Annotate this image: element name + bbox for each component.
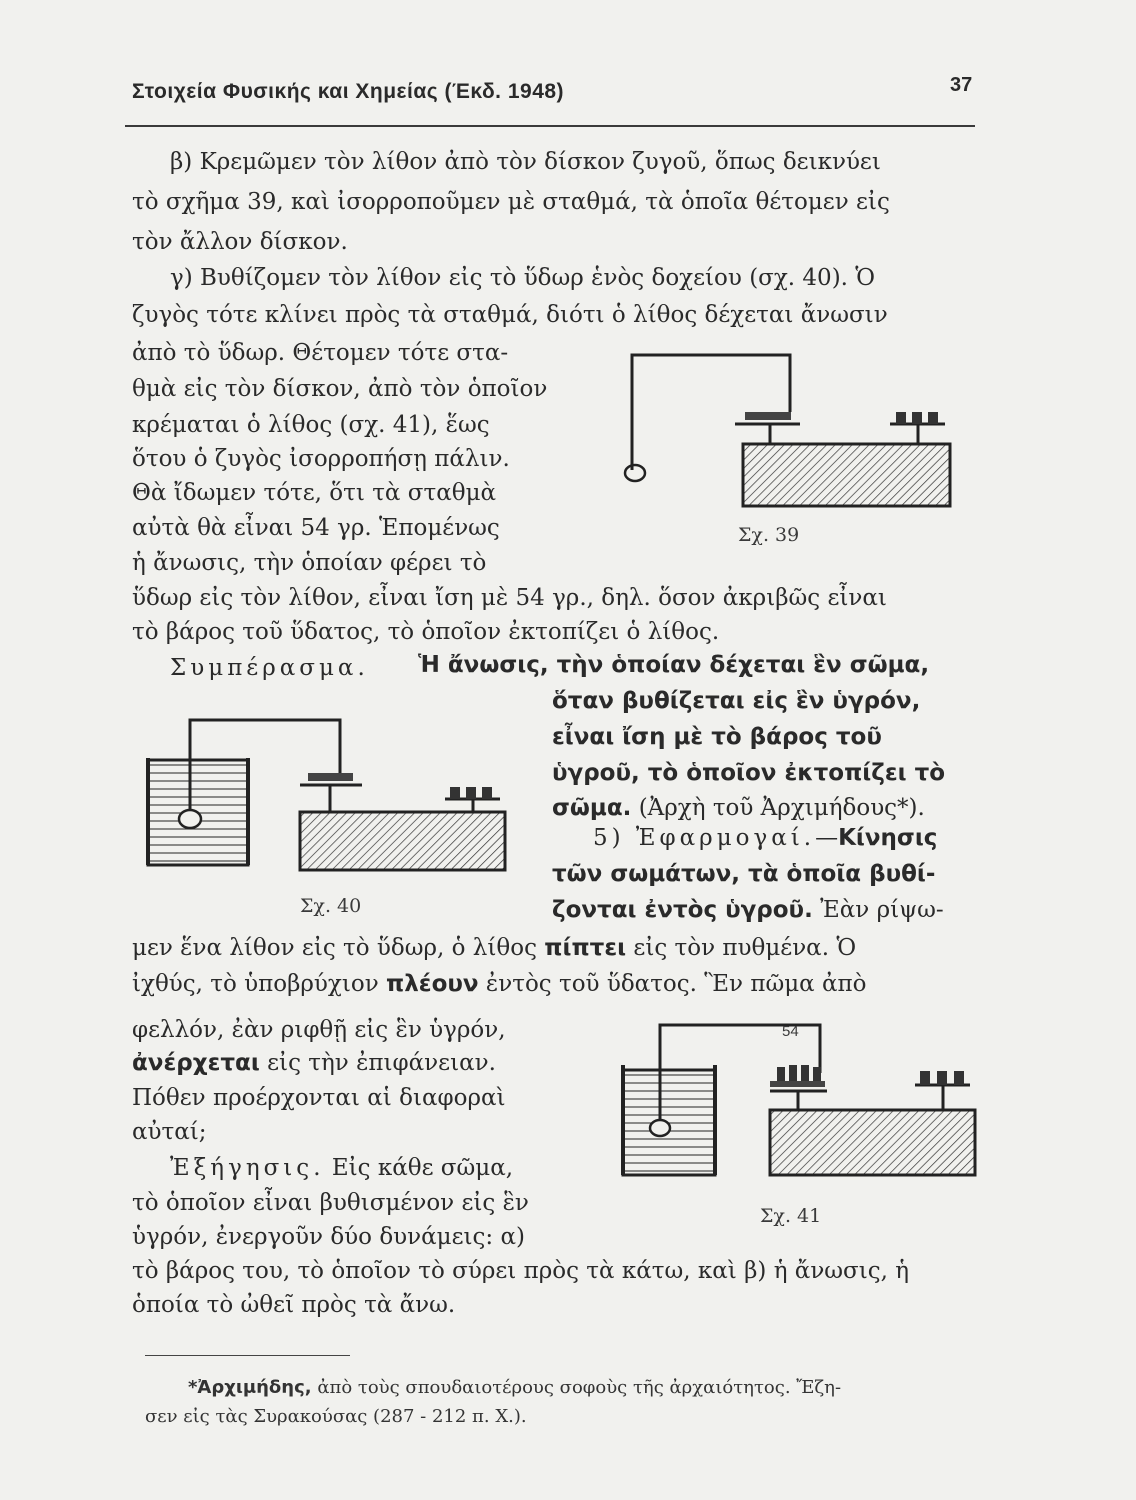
applications-line-7-bold: ἀνέρχεται: [132, 1050, 260, 1076]
applications-line-5-b: ἐντὸς τοῦ ὕδατος. Ἓν πῶμα ἀπὸ: [485, 971, 867, 997]
conclusion-label: [170, 653, 369, 683]
applications-title-1: Κίνησις: [838, 825, 938, 851]
applications-line-4-bold: πίπτει: [544, 935, 627, 961]
footnote-line-1: [188, 1375, 841, 1401]
para-b-line-2: τὸ σχῆμα 39, καὶ ἰσορροποῦμεν μὲ σταθμά, τὰ ὁποῖα θέτομεν εἰς: [132, 189, 890, 215]
figure-39-caption: Σχ. 39: [738, 524, 800, 546]
applications-line-4-a: μεν ἕνα λίθον εἰς τὸ ὕδωρ, ὁ λίθος: [132, 935, 537, 961]
explanation-line-1-text: Εἰς κάθε σῶμα,: [331, 1155, 514, 1181]
stone-icon: [179, 810, 201, 828]
applications-line-3: [552, 895, 944, 925]
para-c-line-9: ἡ ἄνωσις, τὴν ὁποίαν φέρει τὸ: [132, 550, 487, 576]
balance-base: [770, 1110, 975, 1175]
explanation-line-3: ὑγρόν, ἐνεργοῦν δύο δυνάμεις: α): [132, 1224, 525, 1250]
explanation-line-2: τὸ ὁποῖον εἶναι βυθισμένον εἰς ἓν: [132, 1190, 529, 1216]
conclusion-end-normal: (Ἀρχὴ τοῦ Ἀρχιμήδους*).: [638, 795, 925, 821]
para-c-line-4: θμὰ εἰς τὸν δίσκον, ἀπὸ τὸν ὁποῖον: [132, 376, 548, 402]
applications-line-5: [132, 969, 867, 999]
para-c-line-1: γ) Βυθίζομεν τὸν λίθον εἰς τὸ ὕδωρ ἑνὸς δοχείου (σχ. 40). Ὁ: [170, 265, 876, 291]
applications-title-3: ζονται ἐντὸς ὑγροῦ.: [552, 897, 813, 923]
conclusion-line-2: ὅταν βυθίζεται εἰς ἓν ὑγρόν,: [552, 688, 921, 714]
para-c-line-11: τὸ βάρος τοῦ ὕδατος, τὸ ὁποῖον ἐκτοπίζει ὁ λίθος.: [132, 619, 720, 645]
applications-line-5-a: ἰχθύς, τὸ ὑποβρύχιον: [132, 971, 379, 997]
figure-41-weight-label: 54: [782, 1023, 799, 1040]
applications-line-2: τῶν σωμάτων, τὰ ὁποῖα βυθί-: [552, 861, 936, 887]
running-header: Στοιχεία Φυσικής και Χημείας (Έκδ. 1948): [132, 80, 565, 103]
header-rule: [125, 125, 975, 127]
applications-line-4: [132, 933, 856, 963]
applications-line-6: φελλόν, ἐὰν ριφθῇ εἰς ἓν ὑγρόν,: [132, 1017, 506, 1043]
conclusion-line-1: Ἡ ἄνωσις, τὴν ὁποίαν δέχεται ἓν σῶμα,: [418, 652, 930, 678]
balance-base: [300, 812, 505, 870]
conclusion-line-5: [552, 793, 925, 823]
applications-line-8: Πόθεν προέρχονται αἱ διαφοραὶ: [132, 1085, 506, 1111]
para-c-line-3: ἀπὸ τὸ ὕδωρ. Θέτομεν τότε στα-: [132, 340, 509, 366]
weights-icon: [777, 1065, 821, 1081]
weights-icon: [896, 412, 938, 424]
figure-39-balance: [600, 340, 980, 530]
footnote-name: *Ἀρχιμήδης,: [188, 1377, 312, 1398]
applications-line-4-b: εἰς τὸν πυθμένα. Ὁ: [633, 935, 857, 961]
applications-line-7-b: εἰς τὴν ἐπιφάνειαν.: [267, 1050, 496, 1076]
explanation-line-1: [170, 1153, 513, 1183]
figure-41-caption: Σχ. 41: [760, 1205, 822, 1227]
applications-line-3-text: Ἐὰν ρίψω-: [820, 897, 944, 923]
stone-icon: [625, 465, 645, 481]
balance-base: [743, 444, 950, 506]
conclusion-label-text: Συμπέρασμα.: [170, 655, 369, 681]
explanation-line-5: ὁποία τὸ ὠθεῖ πρὸς τὰ ἄνω.: [132, 1292, 456, 1318]
footnote-line-1-text: ἀπὸ τοὺς σπουδαιοτέρους σοφοὺς τῆς ἀρχαιότητος. Ἔζη-: [317, 1377, 842, 1398]
para-c-line-6: ὅτου ὁ ζυγὸς ἰσορροπήσῃ πάλιν.: [132, 446, 510, 472]
conclusion-line-3: εἶναι ἴση μὲ τὸ βάρος τοῦ: [552, 724, 882, 750]
explanation-line-4: τὸ βάρος του, τὸ ὁποῖον τὸ σύρει πρὸς τὰ κάτω, καὶ β) ἡ ἄνωσις, ἡ: [132, 1258, 910, 1284]
applications-line-9: αὐταί;: [132, 1119, 207, 1145]
stone-icon: [650, 1120, 670, 1136]
para-c-line-2: ζυγὸς τότε κλίνει πρὸς τὰ σταθμά, διότι ὁ λίθος δέχεται ἄνωσιν: [132, 302, 888, 328]
para-b-line-3: τὸν ἄλλον δίσκον.: [132, 229, 348, 255]
para-c-line-8: αὐτὰ θὰ εἶναι 54 γρ. Ἑπομένως: [132, 515, 500, 541]
left-pan: [745, 412, 791, 420]
para-b-line-1: β) Κρεμῶμεν τὸν λίθον ἀπὸ τὸν δίσκον ζυγοῦ, ὅπως δεικνύει: [170, 149, 881, 175]
figure-40-balance-in-water: [140, 705, 520, 885]
conclusion-end-bold: σῶμα.: [552, 795, 632, 821]
applications-label: 5) Ἐφαρμογαί.: [593, 825, 816, 851]
weights-icon: [450, 787, 492, 799]
applications-line-1: [593, 823, 937, 853]
para-c-line-10: ὕδωρ εἰς τὸν λίθον, εἶναι ἴση μὲ 54 γρ., δηλ. ὅσον ἀκριβῶς εἶναι: [132, 585, 887, 611]
weights-icon: [920, 1071, 964, 1085]
conclusion-line-4: ὑγροῦ, τὸ ὁποῖον ἐκτοπίζει τὸ: [552, 760, 946, 786]
applications-line-7: [132, 1048, 496, 1078]
applications-line-5-bold: πλέουν: [386, 971, 479, 997]
applications-dash: —: [815, 825, 839, 851]
figure-40-caption: Σχ. 40: [300, 895, 362, 917]
footnote-line-2: σεν εἰς τὰς Συρακούσας (287 - 212 π. Χ.).: [145, 1406, 527, 1427]
para-c-line-5: κρέμαται ὁ λίθος (σχ. 41), ἕως: [132, 412, 490, 438]
footnote-rule: [145, 1355, 350, 1356]
para-c-line-7: Θὰ ἴδωμεν τότε, ὅτι τὰ σταθμὰ: [132, 480, 497, 506]
page-number: 37: [950, 74, 973, 96]
explanation-label: Ἐξήγησις.: [170, 1155, 325, 1181]
figure-41-balance-restored: [615, 1015, 985, 1190]
